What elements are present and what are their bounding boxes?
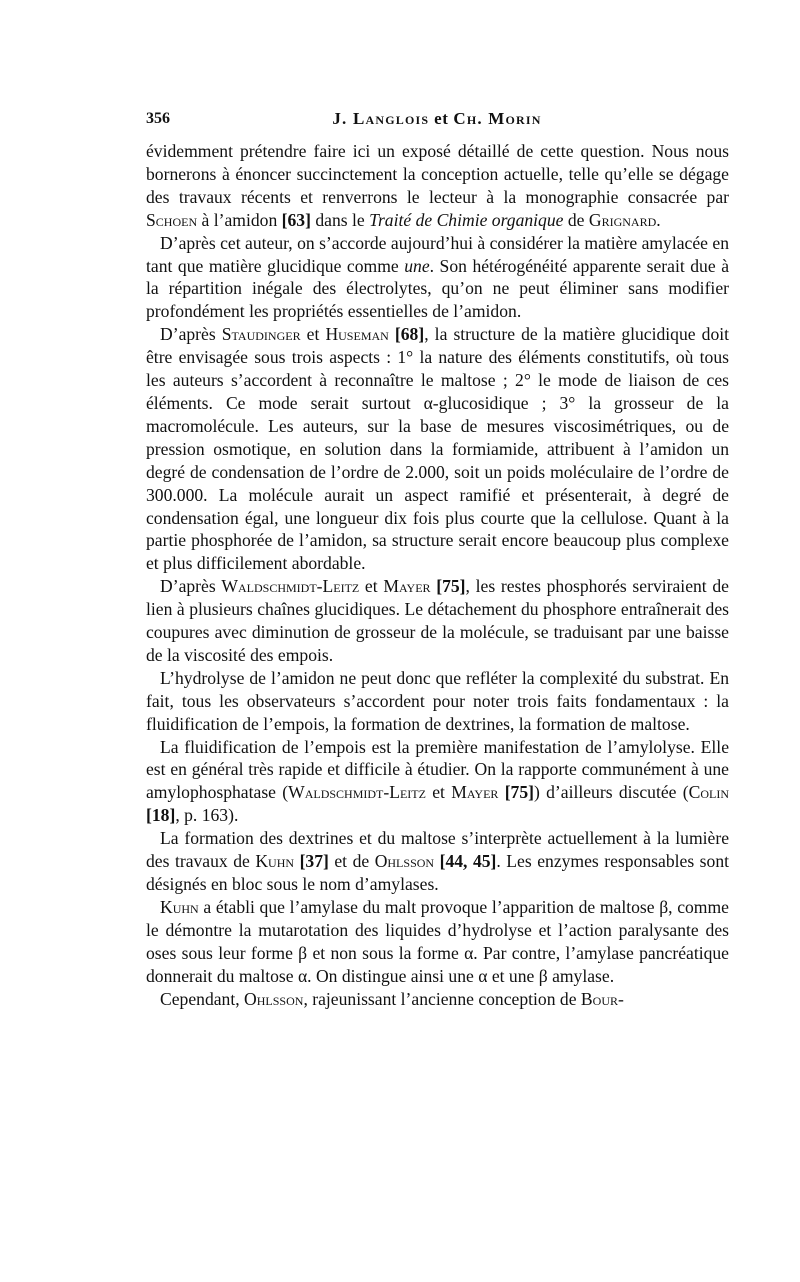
author-name: Waldschmidt-Leitz xyxy=(288,782,426,803)
author-name: Grignard xyxy=(588,209,657,230)
paragraph xyxy=(146,140,729,232)
paragraph xyxy=(146,323,729,575)
text-run: D’après xyxy=(160,324,222,345)
text-run: La fluidification de l’empois est la première manifestation de l’amylolyse. Elle est en général très rapide et difficile à étudier. On la rapporte communément à une amylophosphatase ( xyxy=(146,736,729,803)
text-run: , les restes phosphorés serviraient de lien à plusieurs chaînes glucidiques. Le détachement du phosphore entraînerait des coupures avec diminution de grosseur de la molécule, se traduisant par une baisse de la viscosité des empois. xyxy=(146,576,729,665)
text-run: ) d’ailleurs discutée ( xyxy=(534,782,689,803)
reference-number: [68] xyxy=(394,324,425,345)
paragraph xyxy=(146,736,729,828)
text-run: D’après cet auteur, on s’accorde aujourd’hui à considérer la matière amylacée en tant que matière glucidique comme xyxy=(146,232,729,276)
text-run: à l’amidon xyxy=(197,209,282,230)
text-run: . Les enzymes responsables sont désignés en bloc sous le nom d’amylases. xyxy=(146,851,730,894)
author-name: Huseman xyxy=(325,324,389,345)
paragraph xyxy=(146,667,729,736)
text-run: , p. 163). xyxy=(175,805,239,826)
text-run: de xyxy=(563,209,589,230)
page-number: 356 xyxy=(146,110,170,127)
author-name: Bour- xyxy=(580,988,624,1009)
text-run: et de xyxy=(328,851,375,872)
text-run: a établi que l’amylase du malt provoque l’apparition de maltose β, comme le démontre la mutarotation des liquides d’hydrolyse et l’action paralysante des oses sous leur forme β et non sous la forme α. Par contre, l’amylase pancréatique donnerait du maltose α. On distingue ainsi une α et une β amylase. xyxy=(146,896,729,986)
author-name: Kuhn xyxy=(255,851,295,872)
body-text xyxy=(146,140,729,1010)
author-name: Colin xyxy=(688,782,729,803)
paragraph xyxy=(146,827,729,896)
reference-number: [63] xyxy=(281,209,311,230)
paragraph xyxy=(146,896,729,988)
paragraph xyxy=(146,575,729,667)
text-run: D’après xyxy=(160,576,222,597)
text-run: et xyxy=(359,576,384,597)
author-name: Mayer xyxy=(451,782,499,803)
running-head-author-1: J. Langlois xyxy=(332,109,430,128)
running-head-conjunction: et xyxy=(429,109,454,128)
text-run: Cependant, xyxy=(160,988,245,1009)
reference-number: [75] xyxy=(504,782,534,803)
reference-number: [44, 45] xyxy=(439,851,497,872)
page-header xyxy=(146,106,728,132)
author-name: Schoen xyxy=(146,209,198,230)
author-name: Kuhn xyxy=(160,896,199,917)
text-run: dans le xyxy=(310,209,370,230)
author-name: Ohlsson xyxy=(374,851,435,872)
text-run: évidemment prétendre faire ici un exposé détaillé de cette question. Nous nous bornerons à énoncer succinctement la conception actuelle, telle qu’elle se dégage des travaux récents et renverrons le lecteur à la monographie consacrée par xyxy=(146,141,729,207)
text-run: , rajeunissant l’ancienne conception de xyxy=(303,988,581,1009)
italic-text: une xyxy=(404,255,430,276)
paragraph xyxy=(146,988,729,1011)
reference-number: [37] xyxy=(299,851,329,872)
author-name: Waldschmidt-Leitz xyxy=(221,576,360,597)
running-head xyxy=(146,106,728,132)
running-head-author-2: Ch. Morin xyxy=(453,109,542,128)
text-run: . Son hétérogénéité apparente serait due à la répartition inégale des électrolytes, qu’on ne peut éliminer sans modifier profondément les propriétés essentielles de l’amidon. xyxy=(146,255,729,322)
text-run: , la structure de la matière glucidique doit être envisagée sous trois aspects : 1° la nature des éléments constitutifs, où tous les auteurs s’accordent à reconnaître le maltose ; 2° le mode de liaison de ces éléments. Ce mode serait surtout α-glucosidique ; 3° la grosseur de la macromolécule. Les auteurs, sur la base de mesures viscosimétriques, ou de pression osmotique, en solution dans la formiamide, attribuent à l’amidon un degré de condensation de l’ordre de 2.000, soit un poids moléculaire de l’ordre de 300.000. La molécule aurait un aspect ramifié et présenterait, à degré de condensation égal, une longueur dix fois plus courte que la cellulose. Quant à la partie phosphorée de l’amidon, sa structure serait encore beaucoup plus complexe et plus difficilement abordable. xyxy=(146,324,730,574)
text-run: . xyxy=(656,209,661,230)
author-name: Mayer xyxy=(383,576,431,597)
text-run: L’hydrolyse de l’amidon ne peut donc que refléter la complexité du substrat. En fait, tous les observateurs s’accordent pour noter trois faits fondamentaux : la fluidification de l’empois, la formation de dextrines, la formation de maltose. xyxy=(146,667,729,734)
author-name: Staudinger xyxy=(221,324,301,345)
text-run: La formation des dextrines et du maltose s’interprète actuellement à la lumière des travaux de xyxy=(146,828,729,872)
italic-text: Traité de Chimie organique xyxy=(369,209,564,230)
text-run: et xyxy=(300,324,326,345)
reference-number: [75] xyxy=(436,576,466,597)
reference-number: [18] xyxy=(146,805,176,826)
paragraph xyxy=(146,232,729,324)
author-name: Ohlsson xyxy=(244,988,304,1009)
text-run: et xyxy=(425,782,452,803)
